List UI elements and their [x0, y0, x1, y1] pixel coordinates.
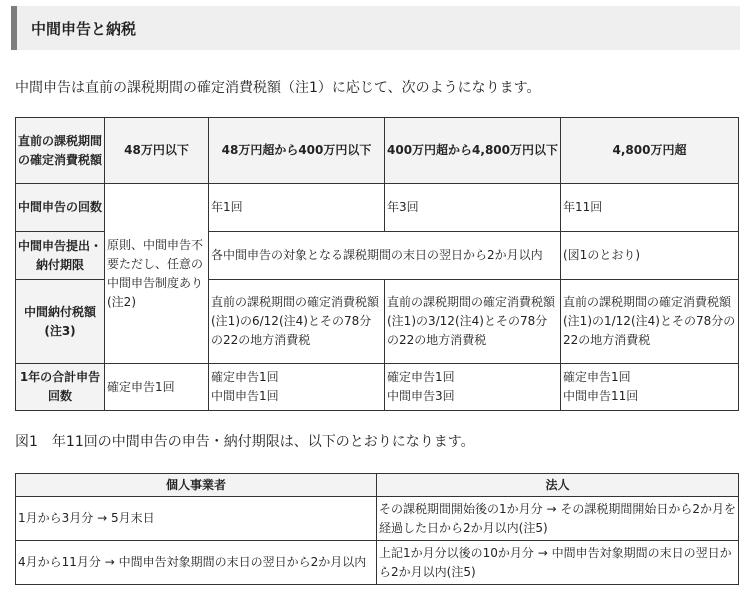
header-prior-tax: 直前の課税期間の確定消費税額	[16, 118, 105, 184]
interim-filing-table	[15, 117, 739, 411]
cell-amount-over-4800: 直前の課税期間の確定消費税額(注1)の1/12(注4)とその78分の22の地方消費税	[561, 280, 739, 364]
page-title: 中間申告と納税	[31, 19, 137, 38]
cell-corporation-1: その課税期間開始後の1か月分 → その課税期間開始日から2か月を経過した日から2か月以内(注5)	[377, 497, 739, 541]
table-row	[16, 184, 739, 232]
cell-amount-48-400: 直前の課税期間の確定消費税額(注1)の6/12(注4)とその78分の22の地方消費税	[209, 280, 385, 364]
row-label-amount: 中間納付税額(注3)	[16, 280, 105, 364]
cell-corporation-2: 上記1か月分以後の10か月分 → 中間申告対象期間の末日の翌日から2か月以内(注5)	[377, 541, 739, 585]
line-final: 確定申告1回	[387, 370, 455, 384]
line-final: 確定申告1回	[211, 370, 279, 384]
cell-deadline-shared: 各中間申告の対象となる課税期間の末日の翌日から2か月以内	[209, 232, 561, 280]
header-400-4800: 400万円超から4,800万円以下	[385, 118, 561, 184]
cell-total-48-400	[209, 364, 385, 411]
cell-amount-400-4800: 直前の課税期間の確定消費税額(注1)の3/12(注4)とその78分の22の地方消費税	[385, 280, 561, 364]
row-label-count: 中間申告の回数	[16, 184, 105, 232]
line-interim: 中間申告3回	[387, 389, 455, 403]
intro-text: 中間申告は直前の課税期間の確定消費税額（注1）に応じて、次のようになります。	[15, 80, 541, 96]
row-label-deadline: 中間申告提出・納付期限	[16, 232, 105, 280]
figure-caption: 図1 年11回の中間申告の申告・納付期限は、以下のとおりになります。	[15, 434, 475, 450]
table-row	[16, 497, 739, 541]
header-under-48: 48万円以下	[105, 118, 209, 184]
cell-count-over-4800: 年11回	[561, 184, 739, 232]
line-final: 確定申告1回	[563, 370, 631, 384]
cell-deadline-over-4800: (図1のとおり)	[561, 232, 739, 280]
deadline-table	[15, 473, 739, 585]
cell-total-400-4800	[385, 364, 561, 411]
table-row	[16, 541, 739, 585]
header-individual: 個人事業者	[16, 474, 377, 497]
section-heading	[11, 6, 740, 50]
line-interim: 中間申告1回	[211, 389, 279, 403]
table-row	[16, 364, 739, 411]
cell-individual-1: 1月から3月分 → 5月末日	[16, 497, 377, 541]
cell-count-400-4800: 年3回	[385, 184, 561, 232]
row-label-total: 1年の合計申告回数	[16, 364, 105, 411]
line-interim: 中間申告11回	[563, 389, 639, 403]
cell-individual-2: 4月から11月分 → 中間申告対象期間の末日の翌日から2か月以内	[16, 541, 377, 585]
header-over-4800: 4,800万円超	[561, 118, 739, 184]
cell-total-under-48: 確定申告1回	[105, 364, 209, 411]
header-48-400: 48万円超から400万円以下	[209, 118, 385, 184]
cell-count-48-400: 年1回	[209, 184, 385, 232]
cell-under-48-note: 原則、中間申告不要ただし、任意の中間申告制度あり(注2)	[105, 184, 209, 364]
cell-total-over-4800	[561, 364, 739, 411]
header-corporation: 法人	[377, 474, 739, 497]
